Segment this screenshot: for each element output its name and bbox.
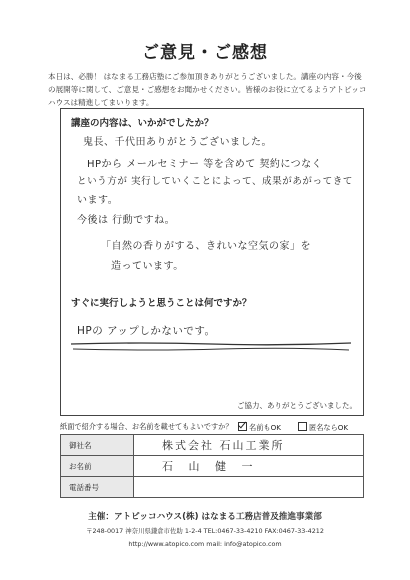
handwritten-answer-line: 造っています。	[111, 261, 184, 272]
company-label: 御社名	[61, 435, 134, 456]
table-row	[61, 456, 364, 477]
intro-text: 本日は、必勝！ はなまる工務店塾にご参加頂きありがとうございました。講座の内容・今後の展開等に関して、ご意見・ご感想をお聞かせください。皆様のお役に立てるようアトピッコハウスは精進してまいります。	[48, 72, 367, 107]
handwritten-answer-line: 今後は 行動ですね。	[77, 215, 176, 226]
handwritten-answer-line: 鬼長、千代田ありがとうございました。	[83, 137, 272, 148]
handwritten-answer-line: HPの アップしかないです。	[77, 325, 216, 337]
checkbox-checked-icon[interactable]	[238, 422, 247, 431]
handwritten-underline	[71, 347, 351, 353]
thanks-text: ご協力、ありがとうございました。	[237, 401, 357, 410]
footer-address: 〒248-0017 神奈川県鎌倉市佐助 1-2-4 TEL:0467-33-4210 FAX:0467-33-4212	[86, 527, 324, 535]
table-row	[61, 477, 364, 498]
handwritten-answer-line: います。	[77, 195, 119, 206]
table-row	[61, 435, 364, 456]
consent-option-anonymous[interactable]: 匿名ならOK	[298, 422, 348, 433]
handwritten-answer-line: という方が 実行していくことによって、成果があがってきて	[77, 176, 353, 187]
checkbox-icon[interactable]	[298, 422, 307, 431]
name-field[interactable]: 石 山 健 一	[134, 456, 364, 477]
respondent-info-table	[60, 434, 364, 498]
question-1-label: 講座の内容は、いかがでしたか？	[71, 118, 214, 129]
handwritten-answer-line: 「自然の香りがする、きれいな空気の家」を	[101, 241, 311, 252]
phone-label: 電話番号	[61, 477, 134, 498]
phone-field[interactable]	[134, 477, 364, 498]
footer-web: http://www.atopico.com mail: info@atopico.com	[128, 540, 282, 548]
company-field[interactable]: 株式会社 石山工業所	[134, 435, 364, 456]
consent-question: 紙面で紹介する場合、お名前を載せてもよいですか？	[60, 422, 233, 431]
name-label: お名前	[61, 456, 134, 477]
name-consent-row	[60, 422, 364, 434]
consent-option-ok[interactable]: 名前もOK	[238, 422, 281, 433]
page-title: ご意見・ご感想	[142, 43, 268, 63]
footer-organizer: 主催：アトピッコハウス(株) はなまる工務店普及推進事業部	[88, 512, 322, 522]
handwritten-answer-line: HPから メールセミナー 等を含めて 契約につなく	[87, 159, 323, 170]
survey-box	[60, 108, 364, 416]
question-2-label: すぐに実行しようと思うことは何ですか？	[71, 298, 252, 309]
